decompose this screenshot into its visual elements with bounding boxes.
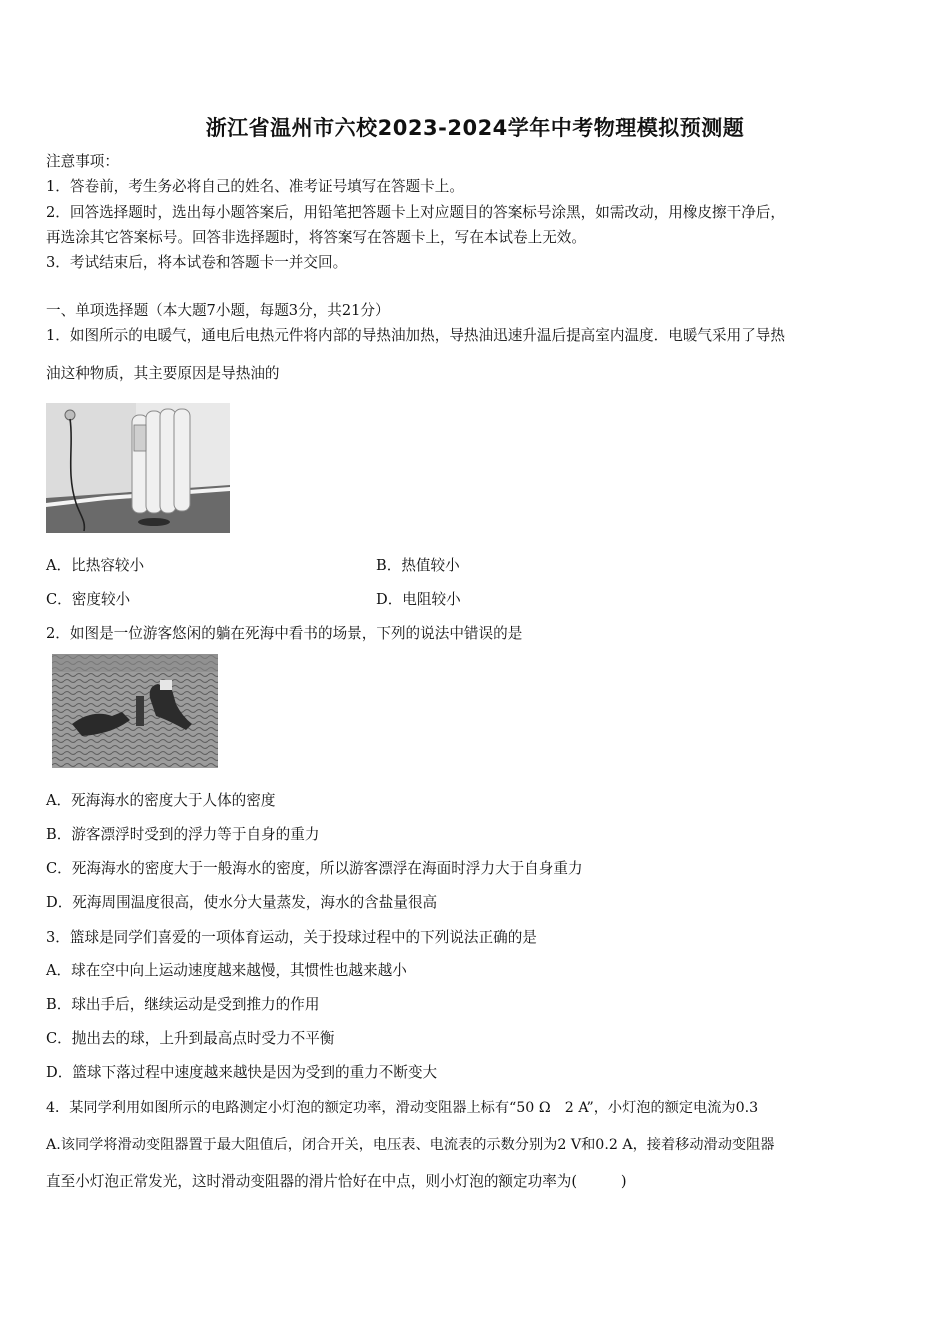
q3-option-c: C．抛出去的球，上升到最高点时受力不平衡 xyxy=(46,1030,335,1047)
notice-item-2: 2．回答选择题时，选出每小题答案后，用铅笔把答题卡上对应题目的答案标号涂黑，如需改动，用橡皮擦干净后， xyxy=(46,204,785,221)
notice-item-3: 3．考试结束后，将本试卷和答题卡一并交回。 xyxy=(46,254,348,271)
q2-option-c: C．死海海水的密度大于一般海水的密度，所以游客漂浮在海面时浮力大于自身重力 xyxy=(46,860,583,877)
q2-option-a: A．死海海水的密度大于人体的密度 xyxy=(46,792,276,809)
page-title: 浙江省温州市六校2023-2024学年中考物理模拟预测题 xyxy=(205,116,745,140)
q4-stem-line2: A.该同学将滑动变阻器置于最大阻值后，闭合开关，电压表、电流表的示数分别为2 V和0.2 A，接着移动滑动变阻器 xyxy=(46,1137,775,1153)
q1-stem-line2: 油这种物质，其主要原因是导热油的 xyxy=(46,365,280,382)
q4-stem-line1: 4．某同学利用如图所示的电路测定小灯泡的额定功率，滑动变阻器上标有“50 Ω 2 A”，小灯泡的额定电流为0.3 xyxy=(46,1100,759,1116)
dead-sea-image xyxy=(52,654,218,768)
q1-option-c: C．密度较小 xyxy=(46,591,131,608)
q1-option-b: B．热值较小 xyxy=(376,557,460,574)
q3-option-d: D．篮球下落过程中速度越来越快是因为受到的重力不断变大 xyxy=(46,1064,438,1081)
q3-option-a: A．球在空中向上运动速度越来越慢，其惯性也越来越小 xyxy=(46,962,407,979)
q1-option-a: A．比热容较小 xyxy=(46,557,145,574)
q2-option-d: D．死海周围温度很高，使水分大量蒸发，海水的含盐量很高 xyxy=(46,894,438,911)
q2-option-b: B．游客漂浮时受到的浮力等于自身的重力 xyxy=(46,826,320,843)
q1-option-d: D．电阻较小 xyxy=(376,591,461,608)
q3-option-b: B．球出手后，继续运动是受到推力的作用 xyxy=(46,996,320,1013)
q3-stem: 3．篮球是同学们喜爱的一项体育运动，关于投球过程中的下列说法正确的是 xyxy=(46,929,537,946)
q4-stem-line3: 直至小灯泡正常发光，这时滑动变阻器的滑片恰好在中点，则小灯泡的额定功率为( ) xyxy=(46,1173,627,1190)
notice-heading: 注意事项： xyxy=(46,153,119,170)
q2-stem: 2．如图是一位游客悠闲的躺在死海中看书的场景，下列的说法中错误的是 xyxy=(46,625,523,642)
section-heading: 一、单项选择题（本大题7小题，每题3分，共21分） xyxy=(46,302,390,319)
notice-item-2-cont: 再选涂其它答案标号。回答非选择题时，将答案写在答题卡上，写在本试卷上无效。 xyxy=(46,229,586,246)
notice-item-1: 1．答卷前，考生务必将自己的姓名、准考证号填写在答题卡上。 xyxy=(46,178,464,195)
heater-image xyxy=(46,403,230,533)
q1-stem-line1: 1．如图所示的电暖气，通电后电热元件将内部的导热油加热，导热油迅速升温后提高室内温度．电暖气采用了导热 xyxy=(46,327,785,344)
